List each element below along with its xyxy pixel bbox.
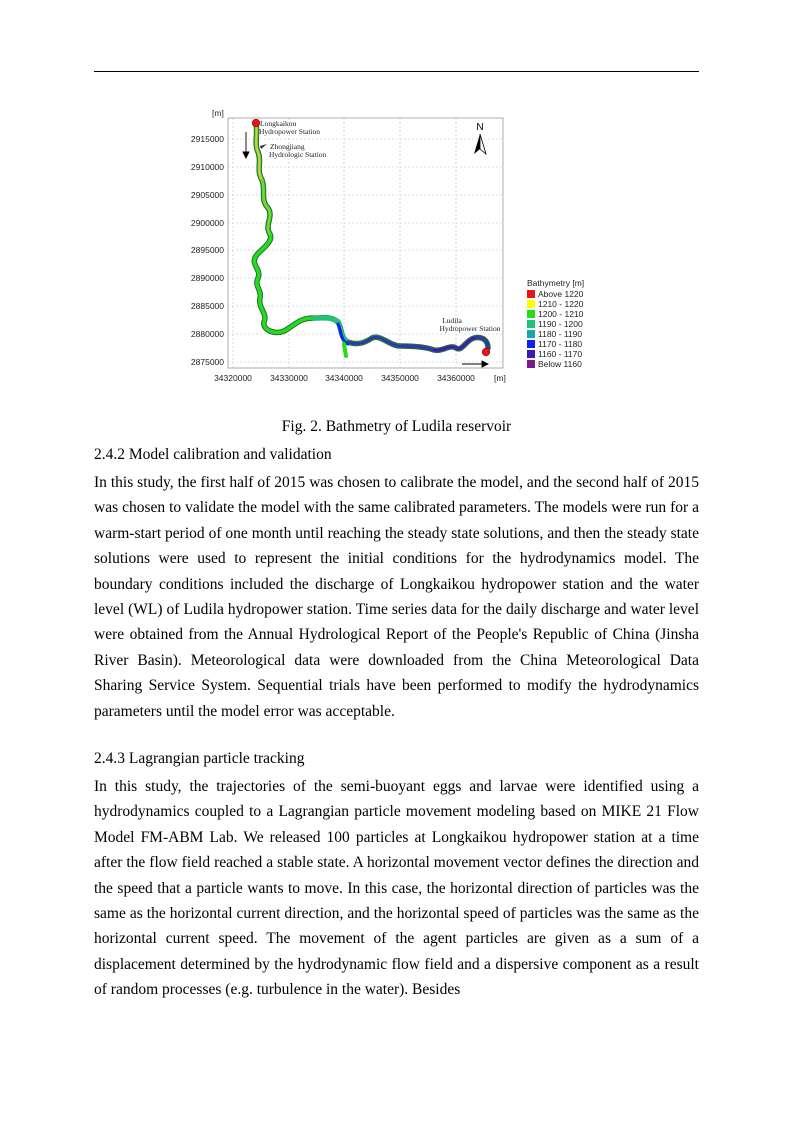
legend-label: 1210 - 1220 [538,299,584,309]
legend-swatch [527,320,535,328]
legend-swatch [527,300,535,308]
legend-label: 1170 - 1180 [538,339,583,349]
x-tick-label: 34340000 [325,373,363,383]
legend-label: 1160 - 1170 [538,349,583,359]
y-tick-labels [191,134,224,367]
y-tick-label: 2875000 [190,357,224,367]
y-tick-label: 2880000 [190,329,224,339]
legend-entry [527,309,584,319]
legend-label: 1180 - 1190 [538,329,583,339]
legend-swatch [527,330,535,338]
paragraph-calibration: In this study, the first half of 2015 was chosen to calibrate the model, and the second half of 2015 was chosen to validate the model with the same calibrated parameters. The models were run for a warm-start period of one month until reaching the steady state solutions, and then the steady state solutions were used to represent the initial conditions for the hydrodynamics model. The boundary conditions included the discharge of Longkaikou hydropower station and the water level (WL) of Ludila hydropower station. Time series data for the daily discharge and water level were obtained from the Annual Hydrological Report of the People's Republic of China (Jinsha River Basin). Meteorological data were downloaded from the China Meteorological Data Sharing Service System. Sequential trials have been performed to modify the hydrodynamics parameters until the model error was acceptable. [94,474,699,720]
north-label: N [476,122,484,133]
legend-entry [527,339,582,349]
y-tick-label: 2895000 [190,245,224,255]
legend-label: 1200 - 1210 [538,309,584,319]
legend-entry [527,299,584,309]
legend-entry [527,359,582,369]
x-tick-label: 34320000 [214,373,252,383]
y-tick-label: 2890000 [190,273,224,283]
legend-entry [527,329,582,339]
legend-swatch [527,350,535,358]
ludila-label: Ludila [442,316,462,325]
bathymetry-map-figure [190,104,610,394]
zhongjiang-label: Zhongjiang [270,142,305,151]
y-tick-label: 2910000 [190,162,224,172]
y-tick-label: 2905000 [190,190,224,200]
legend-label: Above 1220 [538,289,584,299]
paragraph-lagrangian: In this study, the trajectories of the semi-buoyant eggs and larvae were identified using a hydrodynamics coupled to a Lagrangian particle movement modeling based on MIKE 21 Flow Model FM-ABM Lab. We released 100 particles at Longkaikou hydropower station at a time after the flow field reached a stable state. A horizontal movement vector defines the direction and the speed that a particle wants to move. In this case, the horizontal direction of particles was the same as the horizontal current direction, and the horizontal speed of particles was the same as the horizontal current speed. The movement of the agent particles are given as a sum of a displacement determined by the hydrodynamic flow field and a dispersive component as a result of random processes (e.g. turbulence in the water). Besides [94,778,699,999]
x-tick-labels [214,373,475,383]
legend-label: Below 1160 [538,359,582,369]
longkaikou-label: Hydropower Station [259,127,321,136]
ludila-label: Hydropower Station [439,324,501,333]
legend-swatch [527,310,535,318]
section-heading-lagrangian: 2.4.3 Lagrangian particle tracking [94,750,305,767]
zhongjiang-label: Hydrologic Station [269,150,327,159]
longkaikou-station-marker [252,119,260,127]
figure-caption: Fig. 2. Bathmetry of Ludila reservoir [281,418,512,435]
header-rule [94,71,699,72]
x-unit-label: [m] [494,373,506,383]
y-tick-label: 2915000 [190,134,224,144]
x-tick-label: 34360000 [437,373,475,383]
legend-swatch [527,360,535,368]
x-tick-label: 34350000 [381,373,419,383]
y-tick-label: 2885000 [190,301,224,311]
legend-entry [527,319,583,329]
y-tick-label: 2900000 [190,218,224,228]
legend-label: 1190 - 1200 [538,319,583,329]
legend-swatch [527,290,535,298]
x-tick-label: 34330000 [270,373,308,383]
longkaikou-label: Longkaikou [260,119,297,128]
section-heading-calibration: 2.4.2 Model calibration and validation [94,446,332,463]
y-unit-label: [m] [212,108,224,118]
legend-entry [527,289,584,299]
ludila-station-marker [482,348,490,356]
bathymetry-legend [527,278,584,369]
legend-entry [527,349,582,359]
legend-title: Bathymetry [m] [527,278,585,288]
legend-swatch [527,340,535,348]
